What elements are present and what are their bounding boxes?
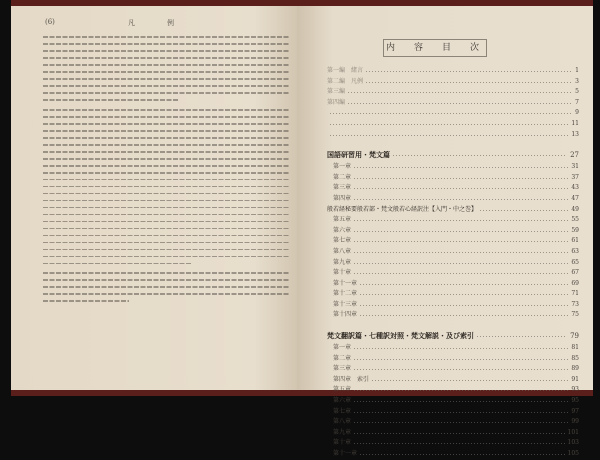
text-line <box>43 186 289 188</box>
toc-entry-label: 第八章 <box>333 418 352 426</box>
text-line <box>43 137 289 139</box>
toc-entry-label: 第三編 <box>327 88 346 96</box>
toc-leader-dots <box>354 433 565 434</box>
toc-entry <box>327 226 579 237</box>
toc-page-number: 67 <box>571 269 579 277</box>
toc-entry-label: 第十章 <box>333 439 352 447</box>
toc-page-number: 75 <box>571 311 579 319</box>
toc-leader-dots <box>360 454 565 455</box>
text-line <box>43 249 289 251</box>
toc-entry <box>327 205 579 216</box>
toc-entry <box>327 279 579 290</box>
toc-page-number: 63 <box>571 247 579 255</box>
toc-entry-label: 第三章 <box>333 184 352 192</box>
text-line <box>43 263 191 265</box>
table-of-contents <box>327 66 579 460</box>
toc-page-number: 71 <box>571 290 579 298</box>
toc-leader-dots <box>354 443 565 444</box>
toc-leader-dots <box>393 155 567 156</box>
toc-page-number: 97 <box>571 407 579 415</box>
text-line <box>43 71 289 73</box>
text-line <box>43 158 289 160</box>
toc-entry-label: 第九章 <box>333 428 352 436</box>
toc-leader-dots <box>348 92 572 93</box>
toc-page-number: 93 <box>571 386 579 394</box>
toc-leader-dots <box>354 167 568 168</box>
toc-entry-label: 第一編 緒言 <box>327 67 364 74</box>
toc-entry-label: 第四章 索引 <box>333 375 370 383</box>
text-line <box>43 151 289 153</box>
toc-entry <box>327 236 579 247</box>
text-line <box>43 193 289 195</box>
toc-entry <box>327 428 579 439</box>
text-line <box>43 57 289 59</box>
toc-entry <box>327 331 579 343</box>
toc-entry <box>327 130 579 141</box>
toc-leader-dots <box>354 178 568 179</box>
body-text <box>43 36 289 307</box>
toc-page-number: 73 <box>571 300 579 308</box>
text-line <box>43 214 289 216</box>
toc-entry-label: 第四章 <box>333 194 352 202</box>
toc-page-number: 13 <box>571 130 579 138</box>
toc-entry-label: 第七章 <box>333 407 352 415</box>
toc-entry <box>327 407 579 418</box>
toc-entry-label: 第二編 凡例 <box>327 77 364 85</box>
page-number: (6) <box>45 18 55 26</box>
toc-entry-label: 第一章 <box>333 344 352 352</box>
toc-entry <box>327 268 579 279</box>
toc-leader-dots <box>354 241 568 242</box>
text-line <box>43 242 289 244</box>
toc-leader-dots <box>354 199 568 200</box>
toc-leader-dots <box>354 412 568 413</box>
text-line <box>43 43 289 45</box>
toc-page-number: 7 <box>575 98 579 106</box>
text-line <box>43 85 289 87</box>
toc-page-number: 105 <box>567 450 579 457</box>
right-page <box>297 6 593 457</box>
toc-entry <box>327 364 579 375</box>
text-line <box>43 116 289 118</box>
toc-entry <box>327 343 579 354</box>
text-line <box>43 272 289 274</box>
toc-page-number: 89 <box>571 365 579 373</box>
text-line <box>43 286 289 288</box>
toc-entry <box>327 289 579 300</box>
text-line <box>43 300 129 302</box>
text-line <box>43 172 289 174</box>
toc-entry <box>327 354 579 365</box>
toc-page-number: 43 <box>571 184 579 192</box>
toc-page-number: 59 <box>571 226 579 234</box>
toc-page-number: 65 <box>571 258 579 266</box>
toc-leader-dots <box>477 336 567 337</box>
toc-leader-dots <box>330 113 572 114</box>
toc-leader-dots <box>354 188 568 189</box>
toc-leader-dots <box>480 210 568 211</box>
toc-entry-label: 般若経秘要般若部・梵文般若心経訳注【入門・中之巻】 <box>327 205 478 213</box>
text-line <box>43 235 289 237</box>
toc-leader-dots <box>360 284 568 285</box>
toc-entry-label: 第二章 <box>333 173 352 181</box>
toc-entry-label: 第一章 <box>333 163 352 171</box>
text-line <box>43 221 289 223</box>
toc-entry <box>327 119 579 130</box>
toc-entry-label: 第六章 <box>333 397 352 405</box>
text-line <box>43 130 289 132</box>
toc-entry-label: 第十章 <box>333 269 352 277</box>
toc-page-number: 101 <box>567 428 579 436</box>
toc-page-number: 11 <box>571 119 579 127</box>
text-line <box>43 50 289 52</box>
toc-entry-label: 第十一章 <box>333 279 358 287</box>
text-line <box>43 144 289 146</box>
text-line <box>43 78 289 80</box>
toc-entry-label: 第五章 <box>333 386 352 394</box>
toc-entry <box>327 396 579 407</box>
toc-entry <box>327 375 579 386</box>
toc-entry <box>327 66 579 77</box>
toc-entry-label: 第十一章 <box>333 450 358 457</box>
text-line <box>43 92 289 94</box>
toc-leader-dots <box>360 294 568 295</box>
toc-page-number: 1 <box>575 67 579 74</box>
toc-page-number: 69 <box>571 279 579 287</box>
toc-entry-label: 第四編 <box>327 98 346 106</box>
toc-page-number: 61 <box>571 237 579 245</box>
toc-entry <box>327 300 579 311</box>
toc-entry-label: 第十三章 <box>333 300 358 308</box>
toc-page-number: 49 <box>571 205 579 213</box>
toc-entry-label: 第六章 <box>333 226 352 234</box>
toc-leader-dots <box>330 124 568 125</box>
toc-entry <box>327 449 579 460</box>
text-line <box>43 256 289 258</box>
toc-page-number: 103 <box>567 439 579 447</box>
toc-entry <box>327 438 579 449</box>
toc-page-number: 9 <box>575 109 579 117</box>
toc-page-number: 27 <box>570 151 579 160</box>
toc-leader-dots <box>354 401 568 402</box>
toc-page-number: 5 <box>575 88 579 96</box>
toc-entry-label: 第十二章 <box>333 290 358 298</box>
text-line <box>43 109 289 111</box>
text-line <box>43 99 178 101</box>
toc-spacer <box>327 321 579 327</box>
running-title: 凡 例 <box>128 19 180 27</box>
toc-leader-dots <box>354 390 568 391</box>
toc-entry <box>327 183 579 194</box>
text-line <box>43 279 289 281</box>
left-page <box>11 6 297 390</box>
toc-leader-dots <box>354 348 568 349</box>
toc-entry-label: 梵文翻訳篇・七種訳対照・梵文解説・及び索引 <box>327 331 474 341</box>
toc-leader-dots <box>354 252 568 253</box>
toc-leader-dots <box>348 103 572 104</box>
text-line <box>43 64 289 66</box>
toc-entry-label: 第九章 <box>333 258 352 266</box>
toc-page-number: 95 <box>571 397 579 405</box>
text-line <box>43 293 289 295</box>
toc-page-number: 91 <box>571 375 579 383</box>
toc-entry <box>327 87 579 98</box>
toc-leader-dots <box>354 231 568 232</box>
toc-entry-label: 第二章 <box>333 354 352 362</box>
toc-entry <box>327 162 579 173</box>
toc-entry <box>327 108 579 119</box>
toc-entry-label: 第七章 <box>333 237 352 245</box>
toc-leader-dots <box>366 82 572 83</box>
toc-leader-dots <box>354 220 568 221</box>
toc-entry <box>327 417 579 428</box>
toc-page-number: 31 <box>571 163 579 171</box>
toc-page-number: 37 <box>571 173 579 181</box>
toc-leader-dots <box>366 71 572 72</box>
toc-page-number: 79 <box>570 332 579 341</box>
toc-page-number: 85 <box>571 354 579 362</box>
toc-leader-dots <box>354 422 568 423</box>
toc-page-number: 3 <box>575 77 579 85</box>
toc-entry <box>327 247 579 258</box>
text-line <box>43 200 289 202</box>
toc-entry <box>327 150 579 162</box>
toc-leader-dots <box>360 315 568 316</box>
toc-entry <box>327 194 579 205</box>
text-line <box>43 36 289 38</box>
toc-entry-label: 第八章 <box>333 247 352 255</box>
toc-page-number: 55 <box>571 216 579 224</box>
text-line <box>43 179 289 181</box>
toc-entry-label: 国語研習用・梵文篇 <box>327 150 390 160</box>
toc-entry <box>327 77 579 88</box>
toc-leader-dots <box>330 135 568 136</box>
toc-entry-label: 第五章 <box>333 216 352 224</box>
toc-leader-dots <box>354 273 568 274</box>
text-line <box>43 123 289 125</box>
toc-entry-label: 第十四章 <box>333 311 358 319</box>
toc-page-number: 47 <box>571 194 579 202</box>
toc-title: 内 容 目 次 <box>383 39 487 57</box>
toc-page-number: 99 <box>571 418 579 426</box>
toc-leader-dots <box>354 263 568 264</box>
text-line <box>43 228 289 230</box>
toc-leader-dots <box>354 359 568 360</box>
text-line <box>43 207 289 209</box>
toc-entry <box>327 385 579 396</box>
toc-entry <box>327 98 579 109</box>
text-line <box>43 165 289 167</box>
toc-entry <box>327 173 579 184</box>
open-book <box>11 0 593 457</box>
toc-leader-dots <box>372 380 568 381</box>
toc-entry-label: 第三章 <box>333 365 352 373</box>
toc-page-number: 81 <box>571 344 579 352</box>
left-page-header <box>45 18 263 28</box>
toc-spacer <box>327 140 579 146</box>
toc-entry <box>327 215 579 226</box>
toc-leader-dots <box>360 305 568 306</box>
toc-entry <box>327 258 579 269</box>
toc-entry <box>327 310 579 321</box>
toc-leader-dots <box>354 369 568 370</box>
